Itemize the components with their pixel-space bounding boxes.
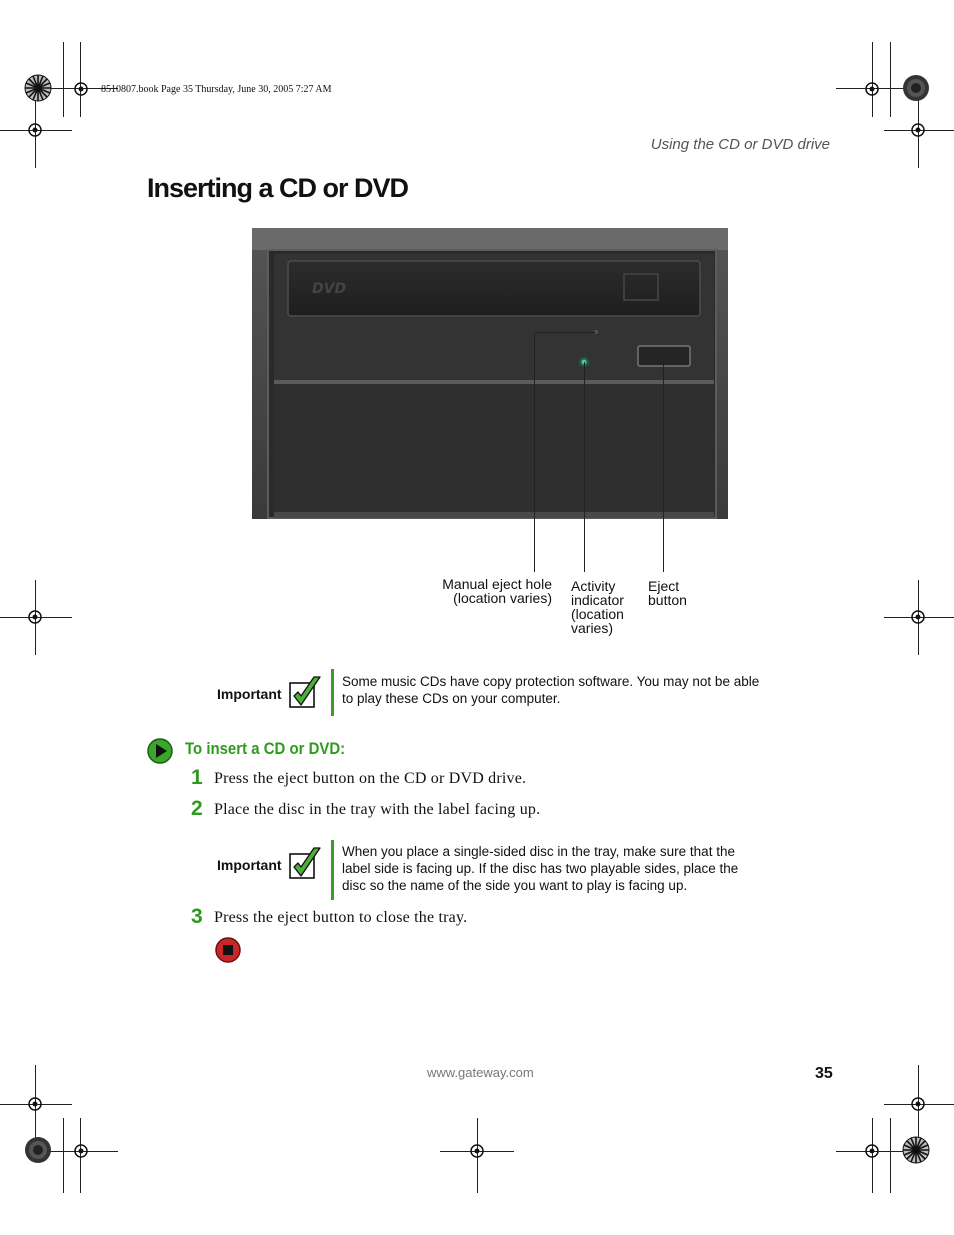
procedure-title: To insert a CD or DVD: bbox=[185, 739, 346, 758]
checkmark-icon bbox=[287, 845, 325, 885]
page-number: 35 bbox=[815, 1065, 833, 1082]
important-label: Important bbox=[217, 857, 282, 873]
print-info: 8510807.book Page 35 Thursday, June 30, 2005 7:27 AM bbox=[101, 84, 332, 95]
callout-manual-eject-hole: Manual eject hole (location varies) bbox=[442, 576, 552, 606]
registration-disc-icon bbox=[902, 74, 930, 102]
step-text: Press the eject button on the CD or DVD drive. bbox=[214, 770, 527, 787]
important-bar bbox=[331, 669, 334, 716]
step-number: 1 bbox=[191, 766, 203, 789]
registration-disc-icon bbox=[24, 1136, 52, 1164]
important-note-text: When you place a single-sided disc in the tray, make sure that the label side is facing up. If the disc has two playable sides, place the disc so the name of the side you want to play is facing up. bbox=[342, 844, 739, 893]
crosshair-icon bbox=[26, 1095, 44, 1113]
crosshair-icon bbox=[909, 608, 927, 626]
registration-wheel-icon bbox=[24, 74, 52, 102]
running-head: Using the CD or DVD drive bbox=[650, 136, 830, 153]
page-title: Inserting a CD or DVD bbox=[147, 173, 409, 203]
svg-text:DVD: DVD bbox=[312, 281, 347, 297]
crosshair-icon bbox=[468, 1142, 486, 1160]
footer-url[interactable]: www.gateway.com bbox=[427, 1065, 534, 1080]
crosshair-icon bbox=[26, 121, 44, 139]
important-label: Important bbox=[217, 686, 282, 702]
step-number: 3 bbox=[191, 905, 203, 928]
crosshair-icon bbox=[909, 121, 927, 139]
step-text: Press the eject button to close the tray. bbox=[214, 909, 468, 926]
important-bar bbox=[331, 840, 334, 900]
crosshair-icon bbox=[863, 1142, 881, 1160]
play-arrow-icon bbox=[147, 738, 173, 764]
crosshair-icon bbox=[72, 1142, 90, 1160]
checkmark-icon bbox=[287, 674, 325, 714]
crosshair-icon bbox=[26, 608, 44, 626]
crosshair-icon bbox=[72, 80, 90, 98]
registration-wheel-icon bbox=[902, 1136, 930, 1164]
crosshair-icon bbox=[909, 1095, 927, 1113]
cd-dvd-drive-photo bbox=[252, 228, 728, 519]
callout-eject-button: Eject button bbox=[648, 578, 687, 608]
stop-icon bbox=[215, 937, 241, 963]
step-number: 2 bbox=[191, 797, 203, 820]
crosshair-icon bbox=[863, 80, 881, 98]
callout-activity-indicator: Activity indicator (location varies) bbox=[571, 578, 624, 636]
step-text: Place the disc in the tray with the label facing up. bbox=[214, 801, 541, 818]
important-note-text: Some music CDs have copy protection software. You may not be able to play these CDs on your computer. bbox=[342, 674, 760, 706]
